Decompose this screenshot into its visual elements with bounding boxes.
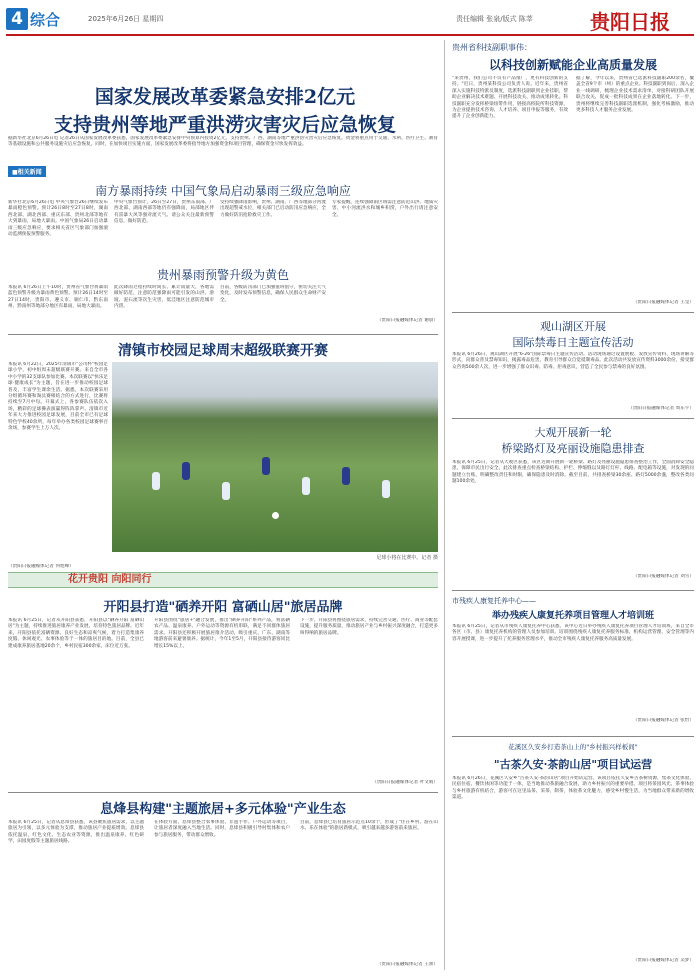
xifeng-headline: 息烽县构建"主题旅居+多元体验"产业生态 bbox=[100, 802, 346, 817]
header-rule bbox=[6, 34, 694, 36]
section-name: 综合 bbox=[30, 11, 61, 29]
meteo-body-2: 中央气象台预计，26日至27日，贵州东南部、广西北部、湖南西部等地仍有强降雨，局部地区伴有雷暴大风等强对流天气。请公众关注最新预警信息，做好防范。 bbox=[114, 200, 214, 225]
right1-source: （贵阳日报融媒体记者 王莹） bbox=[632, 300, 694, 305]
kaiyang-headline: 开阳县打造"硒养开阳 富硒山居"旅居品牌 bbox=[103, 600, 343, 615]
right2-source: （贵阳日报融媒体记者 周东宇） bbox=[628, 406, 694, 411]
newspaper-logo: 贵阳日报 bbox=[590, 10, 670, 34]
xifeng-source: （贵阳日报融媒体记者 王蕾） bbox=[376, 962, 438, 967]
football-source: （贵阳日报融媒体记者 何旭峰） bbox=[8, 564, 74, 569]
yellow-body-2: 此次降雨过程持续时间长、累计雨量大，各地需做好防范，注意防范强降雨可能引发的山洪、滑坡、泥石流等次生灾害，低洼地区注意防范城市内涝。 bbox=[114, 285, 214, 310]
football-headline: 清镇市校园足球周末超级联赛开赛 bbox=[118, 343, 328, 359]
right5-source: （贵阳日报融媒体记者 吴梦） bbox=[632, 958, 694, 963]
section-rule bbox=[452, 736, 694, 737]
editor-credits: 责任编辑 张泉/版式 陈莘 bbox=[456, 15, 533, 23]
football-photo-caption: 足球小将在比赛中。记者 摄 bbox=[376, 555, 438, 561]
right5-kicker: 花溪区久安乡打造茶山上的"乡村振兴样板间" bbox=[508, 743, 638, 751]
kaiyang-col-3: 下一步，开阳县将围绕旅居需求，持续完善交通、医疗、商业等配套设施，提升服务质量，推动旅居产业与乡村振兴深度融合，打造更多叫得响的旅居品牌。 bbox=[300, 618, 438, 636]
yellow-body-1: 本报讯 6月26日上午10时，贵州省气象台将暴雨蓝色预警升级为暴雨黄色预警。预计26日14时至27日14时，贵阳市、遵义市、铜仁市、黔东南州、黔南州等地部分地区有暴雨，局地大暴雨。 bbox=[8, 285, 108, 310]
xifeng-col-3: 目前，息烽县已培育旅居示范点10余个，形成了"住在乡村、游在山水、乐在体验"的旅居新模式，吸引越来越多游客前来旅居。 bbox=[300, 820, 438, 832]
right3-headline-1: 大观开展新一轮 bbox=[534, 426, 612, 439]
right4-headline: 举办残疾人康复托养项目管理人才培训班 bbox=[491, 611, 654, 621]
xifeng-col-1: 本报讯 6月25日，记者从息烽县获悉，该县聚焦旅居需求，以主题旅居为引领，以多元体验为支撑，推动旅居产业提质增效。息烽县依托温泉、红色文化、生态农业等资源，推出温泉康养、红色研学、田园度假等主题旅居线路。 bbox=[8, 820, 144, 845]
column-divider bbox=[444, 40, 445, 970]
right3-headline-2: 桥梁路灯及亮丽设施隐患排查 bbox=[501, 442, 645, 455]
kaiyang-col-1: 本报讯 6月25日，记者从开阳县获悉，开阳县以"硒养开阳 富硒山居"为主题，持续推进旅居康养产业发展，培育特色旅居品牌。近年来，开阳县依托富硒资源、良好生态和凉爽气候，着力打造集康养度假、休闲观光、农事体验等于一体的旅居目的地。目前，全县已建成康养旅居基地20余个，乡村民宿300余家，床位近万张。 bbox=[8, 618, 144, 649]
kaiyang-col-2: 开阳县围绕"旅居+"融合发展，推出"硒养开阳"系列产品，将富硒农产品、温泉康养、户外运动等资源有机串联，满足不同群体旅居需求。开阳县还积极开展旅居推介活动，吸引重庆、广东、湖南等地游客前来避暑康养。据统计，今年1至5月，开阳县接待游客同比增长15%以上。 bbox=[154, 618, 290, 649]
right4-source: （贵阳日报融媒体记者 张怡） bbox=[632, 718, 694, 723]
meteo-body-4: 专家提醒，连续强降雨区域需注意防范山洪、地质灾害、中小河流洪水和城乡积涝，户外出行请注意安全。 bbox=[332, 200, 438, 218]
page-number: 4 bbox=[6, 8, 28, 30]
right2-headline-2: 国际禁毒日主题宣传活动 bbox=[512, 336, 634, 349]
related-news-tag: ■相关新闻 bbox=[8, 166, 46, 177]
column-banner bbox=[8, 572, 438, 588]
section-rule bbox=[452, 312, 694, 313]
right1-kicker: 贵州省科技副职事伟： bbox=[452, 43, 532, 52]
xifeng-col-2: 在体验方面，息烽县整合农事体验、非遗手作、户外运动等项目，让旅居者深度融入当地生活。同时，息烽县积极引导村集体和农户参与旅居服务，带动群众增收。 bbox=[154, 820, 290, 838]
right1-headline: 以科技创新赋能企业高质量发展 bbox=[488, 58, 657, 72]
right3-source: （贵阳日报融媒体记者 刘雪） bbox=[632, 574, 694, 579]
right5-headline: "古茶久安·茶韵山居"项目试运营 bbox=[493, 758, 653, 771]
main-headline-1: 国家发展改革委紧急安排2亿元 bbox=[94, 86, 356, 108]
main-lead: 据新华社北京6月26日电 记者26日从国家发展改革委获悉，国家发展改革委紧急安排中央预算内投资2亿元，支持贵州、广西、湖南等地严重洪涝灾害灾后应急恢复。资金将重点用于交通、水利、医疗卫生、教育等基础设施和公共服务设施灾后应急恢复。同时，在加快项目实施方面，国家发展改革委将指导地方加强资金和项目管理，确保资金尽快发挥效益。 bbox=[8, 136, 438, 148]
right1-col-2: 据了解，今年以来，贵州省已选派科技副职200余名，覆盖全省9个市（州）的重点企业。科技副职到岗后，深入企业一线调研，梳理企业技术需求清单，对接科研团队开展联合攻关，促成一批科技成果在企业落地转化。下一步，贵州将继续完善科技副职选派机制，强化考核激励，推动更多科技人才服务企业发展。 bbox=[576, 76, 694, 114]
football-body: 本报讯 6月22日，2025年清镇市"公司杯"校园足球小学、初中组周末超级联赛开赛。来自全市各中小学的32支球队参加比赛。本次联赛以"快乐足球·健康成长"为主题，旨在进一步推动校园足球普及，丰富学生课余生活。据悉，本次联赛采用分组循环赛和淘汰赛相结合的方式进行，比赛将持续至7月中旬。开幕式上，各参赛队伍依次入场，精彩的足球操表演赢得阵阵掌声。清镇市近年来大力推进校园足球发展，目前全市已有足球特色学校40余所，每年举办各类校园足球赛事百余场，参赛学生上万人次。 bbox=[8, 362, 108, 432]
banner-text: 花开贵阳 向阳同行 bbox=[68, 574, 152, 585]
right2-body: 本报讯 6月26日，观山湖区开展"6·26"国际禁毒日主题宣传活动。活动现场通过设置展板、发放宣传资料、现场讲解等形式，向群众普及禁毒知识，揭露毒品危害，教育引导群众自觉抵制毒品。此次活动共发放宣传资料3000余份，接受群众咨询500余人次，进一步增强了群众识毒、防毒、拒毒意识，营造了全民参与禁毒的良好氛围。 bbox=[452, 352, 694, 370]
section-rule bbox=[8, 334, 438, 335]
football-photo bbox=[112, 362, 438, 552]
right2-headline-1: 观山湖区开展 bbox=[540, 320, 606, 333]
section-rule bbox=[452, 590, 694, 591]
meteo-body-3: 受持续强降雨影响，贵州、湖南、广西等地部分河流出现超警戒水位，相关部门已启动防汛应急响应，全力做好防汛抢险救灾工作。 bbox=[220, 200, 326, 218]
right4-body: 本报讯 6月25日，记者从市残疾人康复托养中心获悉，该中心近日举办残疾人康复托养项目管理人才培训班，来自全市各区（市、县）康复托养机构的管理人员参加培训。培训围绕残疾人康复托养服务标准、机构运营管理、安全管理等内容开展授课，进一步提升了托养服务管理水平，推动全市残疾人康复托养服务高质量发展。 bbox=[452, 624, 694, 642]
meteo-body-1: 新华社北京6月26日电 中央气象台26日继续发布暴雨橙色预警。预计26日8时至27日8时，湖南西北部、湖北西部、重庆东部、贵州北部等地有大到暴雨，局地大暴雨。中国气象局26日启动暴雨三级应急响应，要求相关省区气象部门加强滚动监测预报预警服务。 bbox=[8, 200, 108, 238]
right4-kicker: 市残疾人康复托养中心—— bbox=[452, 597, 536, 605]
kaiyang-source: （贵阳日报融媒体记者 叶文娟） bbox=[372, 780, 438, 785]
issue-date: 2025年6月26日 星期四 bbox=[88, 15, 164, 23]
right1-col-1: "来贵州，我们公司不仅有产品推广，更有科技创新的支持。"近日，贵州某科技公司负责人说。近年来，贵州省深入实施科技特派员制度，选派科技副职到企业挂职，帮助企业解决技术难题、开展科技攻关、推动成果转化。科技副职充分发挥桥梁纽带作用，链接高校院所科技资源，为企业提供技术咨询、人才培养、项目申报等服务，有效提升了企业创新能力。 bbox=[452, 76, 568, 120]
yellow-body-3: 目前，各级防汛部门已加强值班值守，密切关注天气变化，及时发布预警信息，确保人民群众生命财产安全。 bbox=[220, 285, 326, 303]
yellow-source: （贵阳日报融媒体记者 谢晨） bbox=[376, 318, 438, 323]
yellow-warning-headline: 贵州暴雨预警升级为黄色 bbox=[156, 268, 289, 282]
main-headline-2: 支持贵州等地严重洪涝灾害灾后应急恢复 bbox=[53, 114, 396, 136]
right5-body: 本报讯 6月26日，花溪区久安乡"古茶久安·茶韵山居"项目开始试运营。该项目依托久安乡古茶树资源，集茶文化体验、民宿住宿、餐饮休闲等功能于一体，是当地推动茶旅融合发展、助力乡村振兴的重要举措。项目将茶园风光、茶事体验与乡村旅游有机结合，游客可在这里品茶、采茶、制茶，体验茶文化魅力，感受乡村慢生活，为当地群众带来新的增收渠道。 bbox=[452, 776, 694, 801]
section-rule bbox=[452, 418, 694, 419]
right3-body: 本报讯 6月25日，记者从大观区获悉，该区近期开展新一轮桥梁、路灯及亮丽设施隐患排查整治工作，全面消除安全隐患，保障市民出行安全。此次排查重点检查桥梁结构、护栏、伸缩缝以及路灯灯杆、线路、配电箱等设施，对发现的问题建立台账，明确整改责任和时限，确保隐患及时消除。截至目前，共排查桥梁30余座、路灯5000余盏，整改各类问题100余处。 bbox=[452, 460, 694, 485]
section-rule bbox=[8, 792, 438, 793]
meteo-headline: 南方暴雨持续 中国气象局启动暴雨三级应急响应 bbox=[95, 184, 351, 198]
